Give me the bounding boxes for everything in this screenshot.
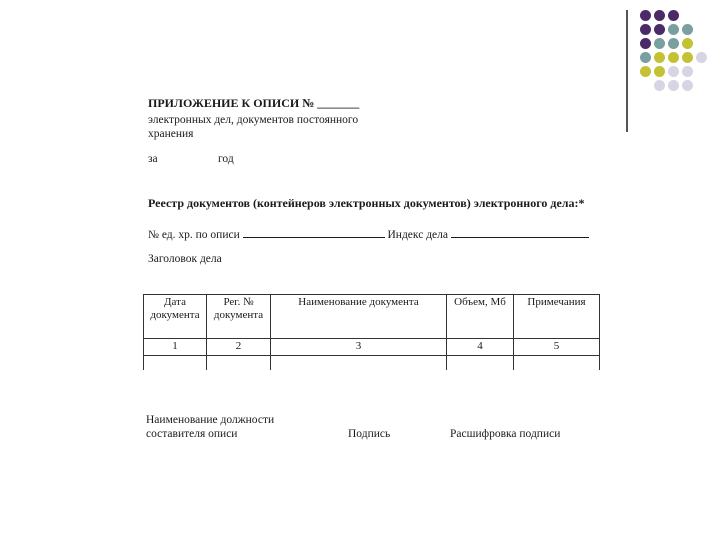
decorative-dot — [668, 80, 679, 91]
document-title: ПРИЛОЖЕНИЕ К ОПИСИ № _______ — [148, 96, 360, 110]
inventory-item-field — [148, 227, 589, 241]
inventory-item-blank — [243, 227, 385, 238]
table-number-row — [144, 339, 600, 356]
decorative-dot — [668, 66, 679, 77]
document-subtitle: электронных дел, документов постоянного хранения — [148, 114, 359, 140]
decorative-dot — [654, 52, 665, 63]
decorative-dot — [640, 52, 651, 63]
col-number: 2 — [207, 339, 271, 356]
position-label: Наименование должности составителя описи — [146, 414, 275, 440]
table-blank-row — [144, 356, 600, 371]
decorative-dot — [682, 24, 693, 35]
registry-title: Реестр документов (контейнеров электронных документов) электронного дела:* — [148, 196, 585, 210]
decorative-dot — [668, 10, 679, 21]
decorative-dot — [668, 52, 679, 63]
decorative-dot — [654, 10, 665, 21]
period-prefix: за — [148, 153, 158, 165]
decorative-dot — [640, 38, 651, 49]
decorative-vertical-line — [626, 10, 628, 132]
case-index-blank — [451, 227, 589, 238]
decorative-dot — [682, 52, 693, 63]
col-number: 1 — [144, 339, 207, 356]
blank-cell — [207, 356, 271, 371]
col-number: 3 — [271, 339, 447, 356]
signature-label: Подпись — [348, 428, 391, 440]
case-index-label: Индекс дела — [387, 229, 448, 241]
period-suffix: год — [218, 153, 234, 165]
header-notes: Примечания — [514, 295, 600, 339]
signature-decode-label: Расшифровка подписи — [450, 428, 561, 440]
col-number: 5 — [514, 339, 600, 356]
inventory-item-label: № ед. хр. по описи — [148, 229, 240, 241]
blank-cell — [144, 356, 207, 371]
col-number: 4 — [447, 339, 514, 356]
decorative-dot — [668, 38, 679, 49]
registry-table — [143, 294, 600, 370]
table-header-row — [144, 295, 600, 339]
decorative-dot — [682, 38, 693, 49]
decorative-dot — [640, 24, 651, 35]
decorative-dot — [682, 66, 693, 77]
decorative-dot-grid — [640, 10, 720, 120]
header-volume: Объем, Мб — [447, 295, 514, 339]
decorative-dot — [654, 38, 665, 49]
decorative-dot — [640, 66, 651, 77]
case-heading-label: Заголовок дела — [148, 253, 222, 265]
decorative-dot — [640, 10, 651, 21]
decorative-dot — [668, 24, 679, 35]
decorative-dot — [696, 52, 707, 63]
header-reg-number: Рег. № документа — [207, 295, 271, 339]
header-date: Дата документа — [144, 295, 207, 339]
blank-cell — [271, 356, 447, 371]
decorative-dot — [654, 66, 665, 77]
header-doc-name: Наименование документа — [271, 295, 447, 339]
blank-cell — [514, 356, 600, 371]
decorative-dot — [654, 80, 665, 91]
blank-cell — [447, 356, 514, 371]
decorative-dot — [654, 24, 665, 35]
decorative-dot — [682, 80, 693, 91]
